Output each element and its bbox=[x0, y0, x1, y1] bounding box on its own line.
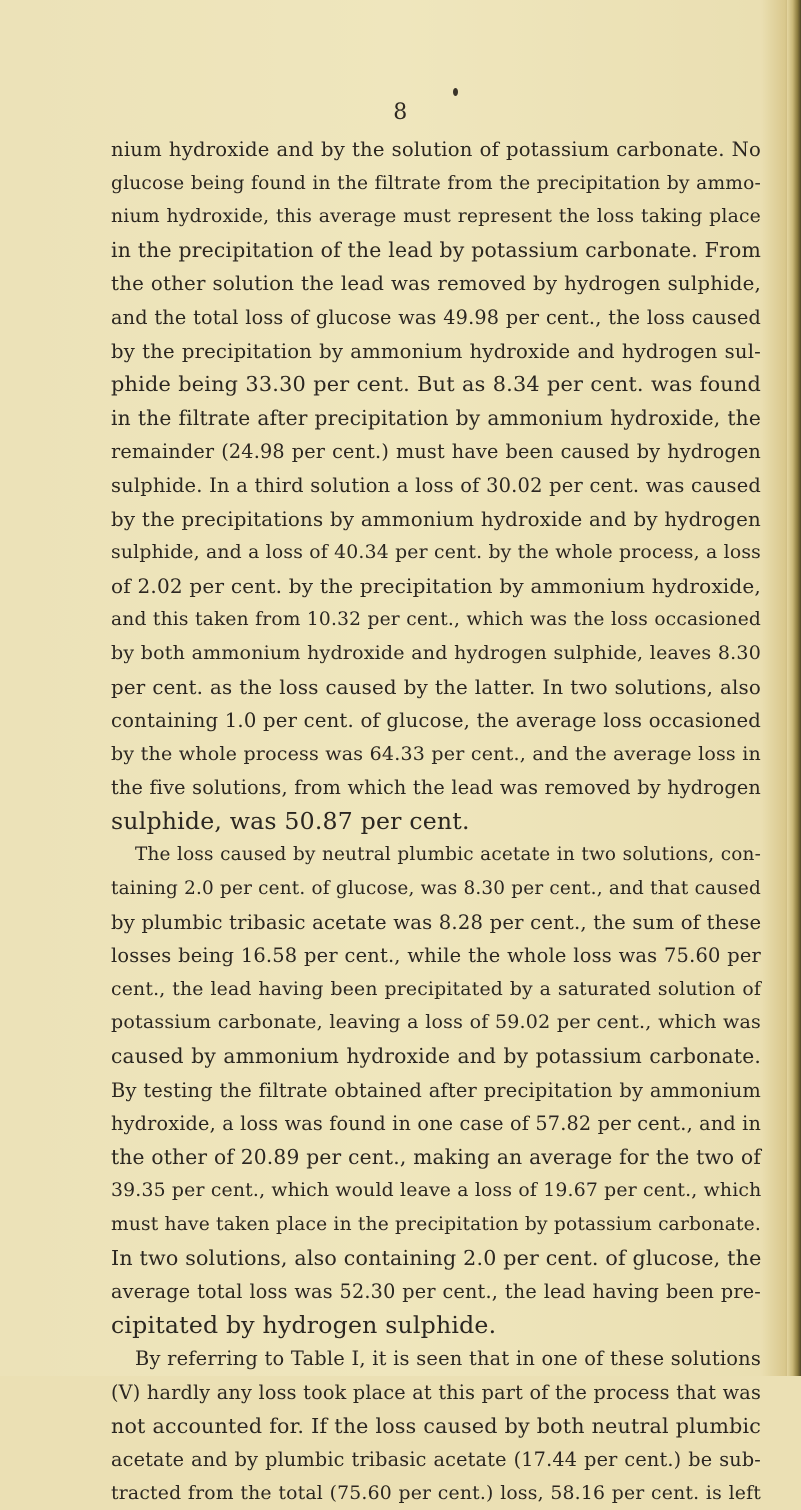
text-line: The loss caused by neutral plumbic acetate in two solutions, con- bbox=[135, 844, 761, 866]
text-line: cent., the lead having been precipitated by a saturated solution of bbox=[111, 978, 761, 1000]
text-line: in the filtrate after precipitation by ammonium hydroxide, the bbox=[111, 405, 761, 430]
text-line: by both ammonium hydroxide and hydrogen sulphide, leaves 8.30 bbox=[111, 641, 761, 664]
text-line: (V) hardly any loss took place at this part of the process that was bbox=[111, 1380, 761, 1404]
text-line: remainder (24.98 per cent.) must have been caused by hydrogen bbox=[111, 440, 761, 464]
text-line: per cent. as the loss caused by the latter. In two solutions, also bbox=[111, 675, 761, 699]
text-line: containing 1.0 per cent. of glucose, the average loss occasioned bbox=[111, 709, 761, 733]
text-line: nium hydroxide, this average must represent the loss taking place bbox=[111, 206, 761, 228]
text-line: potassium carbonate, leaving a loss of 59.02 per cent., which was bbox=[111, 1011, 761, 1034]
text-line: by the whole process was 64.33 per cent., and the average loss in bbox=[111, 742, 761, 765]
text-line: must have taken place in the precipitation by potassium carbonate. bbox=[111, 1214, 761, 1235]
page-edge-shadow bbox=[787, 0, 801, 1376]
text-line: by plumbic tribasic acetate was 8.28 per cent., the sum of these bbox=[111, 910, 762, 934]
text-line: cipitated by hydrogen sulphide. bbox=[111, 1310, 497, 1339]
page-number: 8 bbox=[393, 100, 408, 125]
text-line: By referring to Table I, it is seen that in one of these solutions bbox=[135, 1347, 761, 1371]
text-line: sulphide. In a third solution a loss of 30.02 per cent. was caused bbox=[111, 473, 761, 497]
text-line: the five solutions, from which the lead was removed by hydrogen bbox=[111, 776, 761, 800]
text-line: sulphide, was 50.87 per cent. bbox=[111, 806, 470, 835]
text-line: In two solutions, also containing 2.0 per cent. of glucose, the bbox=[111, 1245, 762, 1270]
text-line: glucose being found in the filtrate from the precipitation by ammo- bbox=[111, 172, 761, 194]
text-line: sulphide, and a loss of 40.34 per cent. by the whole process, a loss bbox=[111, 542, 761, 564]
text-line: the other of 20.89 per cent., making an average for the two of bbox=[111, 1144, 761, 1169]
text-line: in the precipitation of the lead by potassium carbonate. From bbox=[111, 237, 761, 262]
body-text bbox=[111, 133, 761, 1510]
text-line: nium hydroxide and by the solution of potassium carbonate. No bbox=[111, 138, 761, 161]
text-line: losses being 16.58 per cent., while the whole loss was 75.60 per bbox=[111, 944, 761, 968]
text-line: hydroxide, a loss was found in one case of 57.82 per cent., and in bbox=[111, 1112, 762, 1136]
text-line: acetate and by plumbic tribasic acetate (17.44 per cent.) be sub- bbox=[111, 1448, 761, 1472]
text-line: by the precipitation by ammonium hydroxide and hydrogen sul- bbox=[111, 339, 761, 363]
text-line: tracted from the total (75.60 per cent.) loss, 58.16 per cent. is left bbox=[111, 1482, 761, 1504]
text-line: and this taken from 10.32 per cent., which was the loss occasioned bbox=[111, 609, 761, 631]
text-line: 39.35 per cent., which would leave a loss of 19.67 per cent., which bbox=[111, 1180, 762, 1202]
text-line: not accounted for. If the loss caused by both neutral plumbic bbox=[111, 1413, 761, 1438]
text-line: the other solution the lead was removed by hydrogen sulphide, bbox=[111, 272, 761, 296]
text-line: By testing the filtrate obtained after precipitation by ammonium bbox=[111, 1078, 761, 1102]
text-line: and the total loss of glucose was 49.98 per cent., the loss caused bbox=[111, 305, 761, 329]
text-line: average total loss was 52.30 per cent., the lead having been pre- bbox=[111, 1280, 761, 1304]
text-line: by the precipitations by ammonium hydroxide and by hydrogen bbox=[111, 507, 761, 531]
text-line: caused by ammonium hydroxide and by potassium carbonate. bbox=[111, 1044, 761, 1069]
text-line: of 2.02 per cent. by the precipitation by ammonium hydroxide, bbox=[111, 573, 761, 598]
text-line: taining 2.0 per cent. of glucose, was 8.30 per cent., and that caused bbox=[111, 878, 761, 900]
ink-speck bbox=[453, 88, 458, 96]
text-line: phide being 33.30 per cent. But as 8.34 per cent. was found bbox=[111, 372, 761, 397]
